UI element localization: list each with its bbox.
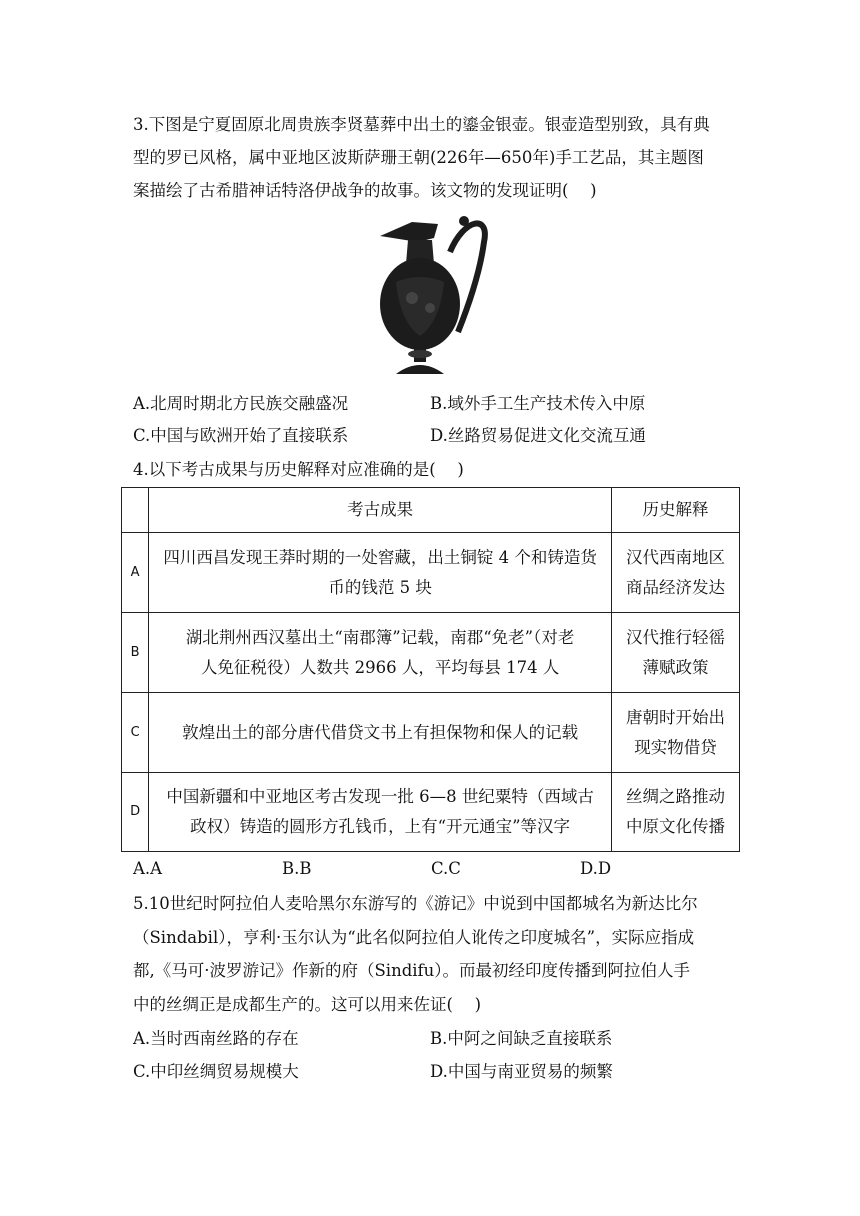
- row-label: A: [122, 533, 149, 613]
- row-result-line: 人免征税役）人数共 2966 人，平均每县 174 人: [200, 657, 560, 677]
- row-explanation: [611, 613, 739, 693]
- gilt-silver-ewer-image: [372, 212, 492, 378]
- header-explanation-cell: 历史解释: [611, 488, 739, 533]
- row-result: [149, 693, 612, 773]
- row-explanation-line: 商品经济发达: [625, 577, 725, 597]
- q5-stem-line-1: 5.10世纪时阿拉伯人麦哈黑尔东游写的《游记》中说到中国都城名为新达比尔: [133, 894, 698, 913]
- row-result: [149, 613, 612, 693]
- row-explanation-line: 唐朝时开始出: [625, 707, 725, 727]
- row-explanation: [611, 693, 739, 773]
- row-label: B: [122, 613, 149, 693]
- row-explanation-line: 丝绸之路推动: [625, 787, 725, 806]
- q4-option-b[interactable]: B.B: [282, 859, 312, 878]
- row-explanation: [611, 533, 739, 613]
- q3-option-c[interactable]: C.中国与欧洲开始了直接联系: [133, 426, 349, 445]
- table-row: [122, 613, 740, 693]
- q3-option-a[interactable]: A.北周时期北方民族交融盛况: [133, 394, 349, 413]
- q3-option-d[interactable]: D.丝路贸易促进文化交流互通: [430, 426, 646, 445]
- header-result-cell: 考古成果: [149, 488, 612, 533]
- q4-option-d[interactable]: D.D: [580, 859, 612, 878]
- q5-option-b[interactable]: B.中阿之间缺乏直接联系: [430, 1029, 613, 1048]
- row-result-line: 政权）铸造的圆形方孔钱币，上有“开元通宝”等汉字: [190, 817, 571, 836]
- archaeology-table: [121, 487, 740, 852]
- row-explanation-line: 薄赋政策: [642, 657, 709, 677]
- row-explanation-line: 汉代西南地区: [625, 547, 725, 567]
- table-row: [122, 773, 740, 852]
- q5-stem-line-3: 都,《马可·波罗游记》作新的府（Sindifu）。而最初经印度传播到阿拉伯人手: [133, 961, 691, 980]
- q5-stem-line-4: 中的丝绸正是成都生产的。这可以用来佐证( ): [133, 995, 482, 1014]
- q3-stem-line-3: 案描绘了古希腊神话特洛伊战争的故事。该文物的发现证明( ): [133, 181, 597, 200]
- q5-option-d[interactable]: D.中国与南亚贸易的频繁: [430, 1062, 613, 1081]
- q4-option-c[interactable]: C.C: [431, 859, 461, 878]
- row-result-line: 敦煌出土的部分唐代借贷文书上有担保物和保人的记载: [182, 722, 579, 742]
- row-result-line: 四川西昌发现王莽时期的一处窖藏，出土铜锭 4 个和铸造货: [163, 547, 597, 567]
- row-result-line: 币的钱范 5 块: [328, 577, 432, 597]
- row-result-line: 湖北荆州西汉墓出土“南郡簿”记载，南郡“免老”（对老: [185, 627, 575, 647]
- q4-option-a[interactable]: A.A: [133, 859, 163, 878]
- q5-stem-line-2: （Sindabil），亨利·玉尔认为“此名似阿拉伯人讹传之印度城名”，实际应指成: [133, 928, 695, 947]
- q5-option-a[interactable]: A.当时西南丝路的存在: [133, 1029, 299, 1048]
- header-label-cell: [122, 488, 149, 533]
- row-result: [149, 533, 612, 613]
- table-row: [122, 693, 740, 773]
- q4-stem: 4.以下考古成果与历史解释对应准确的是( ): [133, 460, 464, 479]
- table-row: [122, 533, 740, 613]
- q3-stem-line-2: 型的罗已风格，属中亚地区波斯萨珊王朝(226年—650年)手工艺品，其主题图: [133, 148, 704, 167]
- table-header-row: [122, 488, 740, 533]
- q3-option-b[interactable]: B.域外手工生产技术传入中原: [430, 394, 646, 413]
- q5-option-c[interactable]: C.中印丝绸贸易规模大: [133, 1062, 299, 1081]
- row-label: C: [122, 693, 149, 773]
- row-explanation-line: 现实物借贷: [634, 737, 717, 757]
- row-explanation-line: 汉代推行轻徭: [625, 627, 725, 647]
- row-explanation-line: 中原文化传播: [625, 817, 725, 836]
- row-explanation: [611, 773, 739, 852]
- row-result: [149, 773, 612, 852]
- row-label: D: [122, 773, 149, 852]
- q3-stem-line-1: 3.下图是宁夏固原北周贵族李贤墓葬中出土的鎏金银壶。银壶造型别致，具有典: [133, 115, 710, 134]
- row-result-line: 中国新疆和中亚地区考古发现一批 6—8 世纪粟特（西域古: [166, 787, 594, 806]
